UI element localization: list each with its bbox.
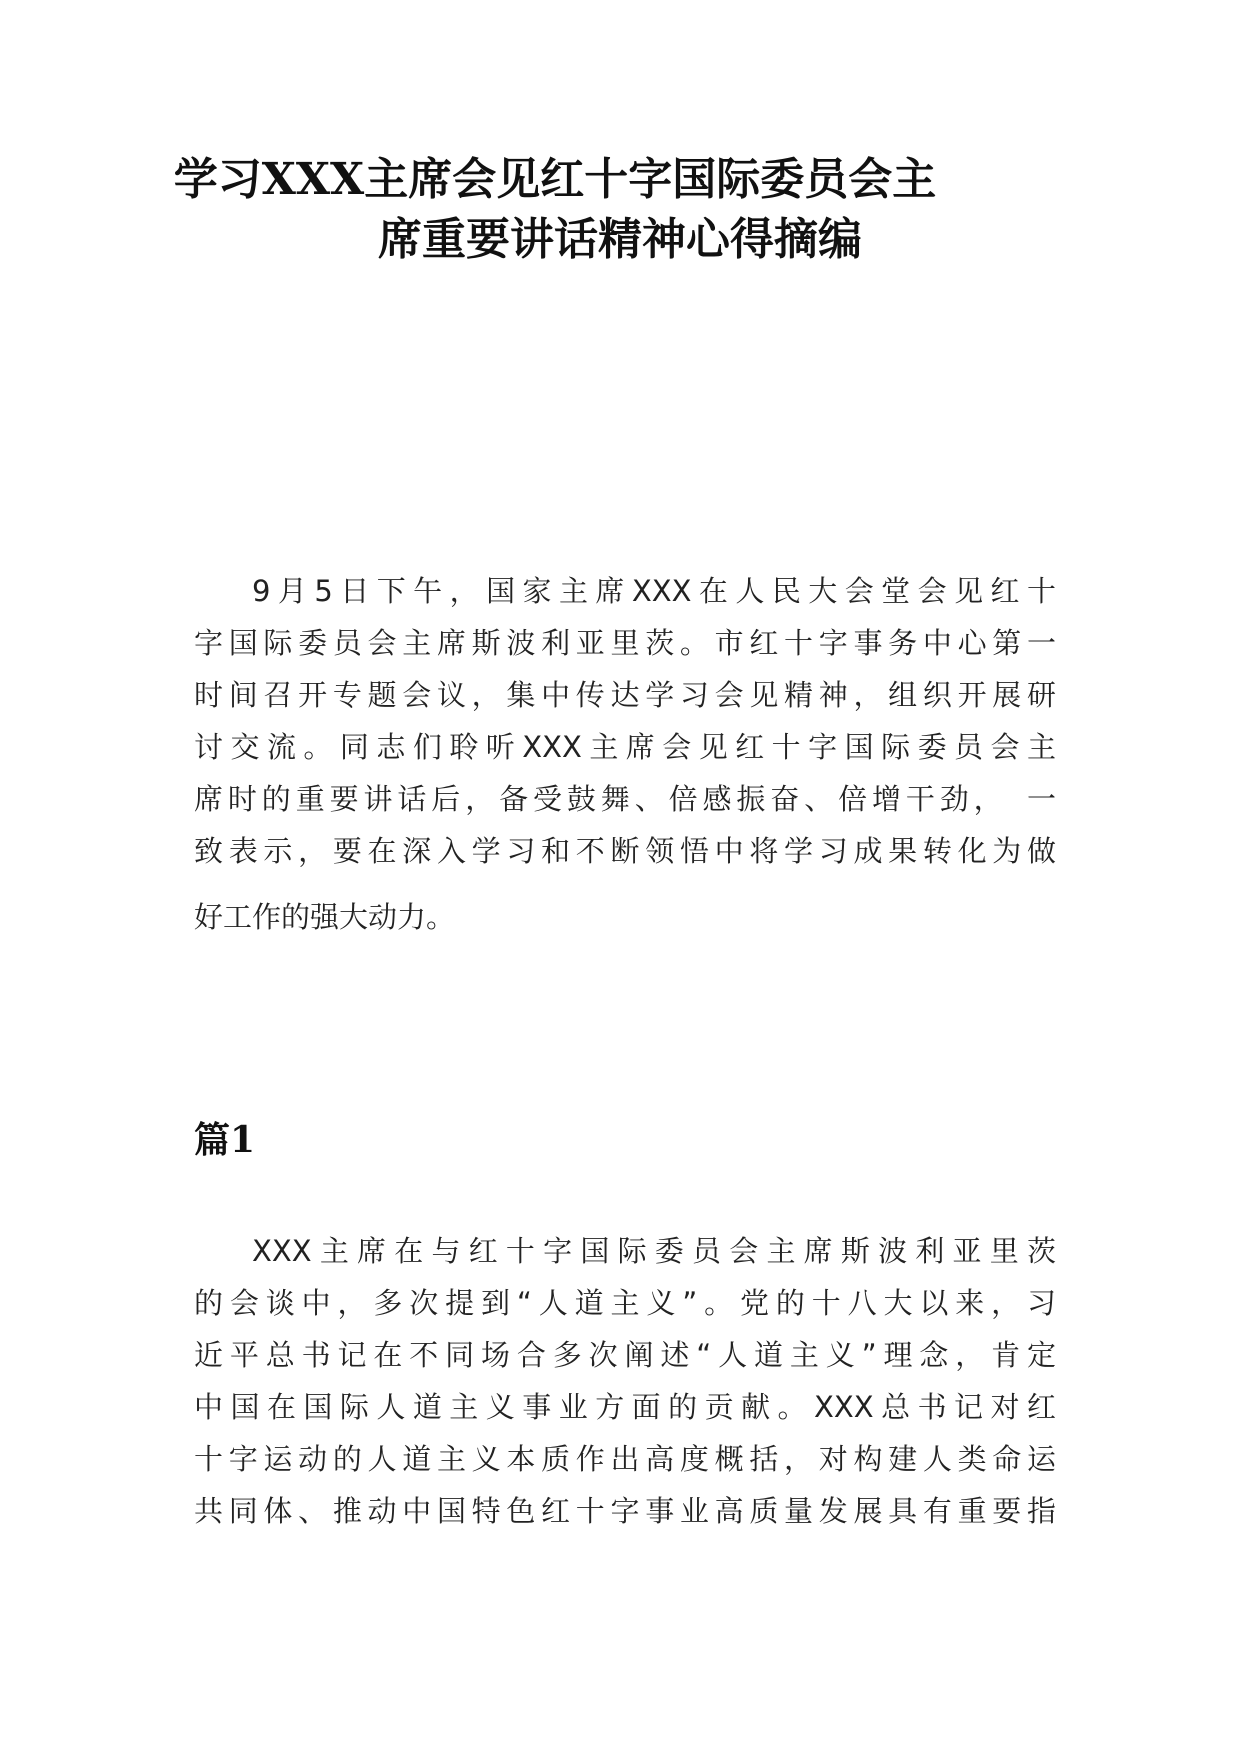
paragraph-line: 字国际委员会主席斯波利亚里茨。市红十字事务中心第一 — [194, 626, 1056, 660]
paragraph-line: 的会谈中，多次提到“人道主义”。党的十八大以来，习 — [194, 1286, 1056, 1320]
paragraph-line: 共同体、推动中国特色红十字事业高质量发展具有重要指 — [194, 1494, 1056, 1528]
paragraph-line: 9月5日下午，国家主席XXX在人民大会堂会见红十 — [252, 574, 1056, 608]
intro-paragraph — [194, 565, 1056, 943]
title-line: 学习XXX主席会见红十字国际委员会主 — [173, 154, 937, 205]
section1-paragraph — [194, 1225, 1056, 1537]
paragraph-line: XXX主席在与红十字国际委员会主席斯波利亚里茨 — [252, 1234, 1056, 1268]
paragraph-line: 中国在国际人道主义事业方面的贡献。XXX总书记对红 — [194, 1390, 1056, 1424]
document-title — [150, 150, 1090, 270]
section-heading: 篇1 — [194, 1119, 256, 1161]
paragraph-line: 十字运动的人道主义本质作出高度概括，对构建人类命运 — [194, 1442, 1056, 1476]
paragraph-line: 近平总书记在不同场合多次阐述“人道主义”理念，肯定 — [194, 1338, 1056, 1372]
paragraph-line: 时间召开专题会议，集中传达学习会见精神，组织开展研 — [194, 678, 1056, 712]
paragraph-line: 讨交流。同志们聆听XXX主席会见红十字国际委员会主 — [194, 730, 1056, 764]
paragraph-line: 好工作的强大动力。 — [194, 900, 456, 934]
paragraph-line: 席时的重要讲话后，备受鼓舞、倍感振奋、倍增干劲， 一 — [194, 782, 1056, 816]
paragraph-line: 致表示，要在深入学习和不断领悟中将学习成果转化为做 — [194, 834, 1056, 868]
title-line: 席重要讲话精神心得摘编 — [378, 214, 862, 265]
